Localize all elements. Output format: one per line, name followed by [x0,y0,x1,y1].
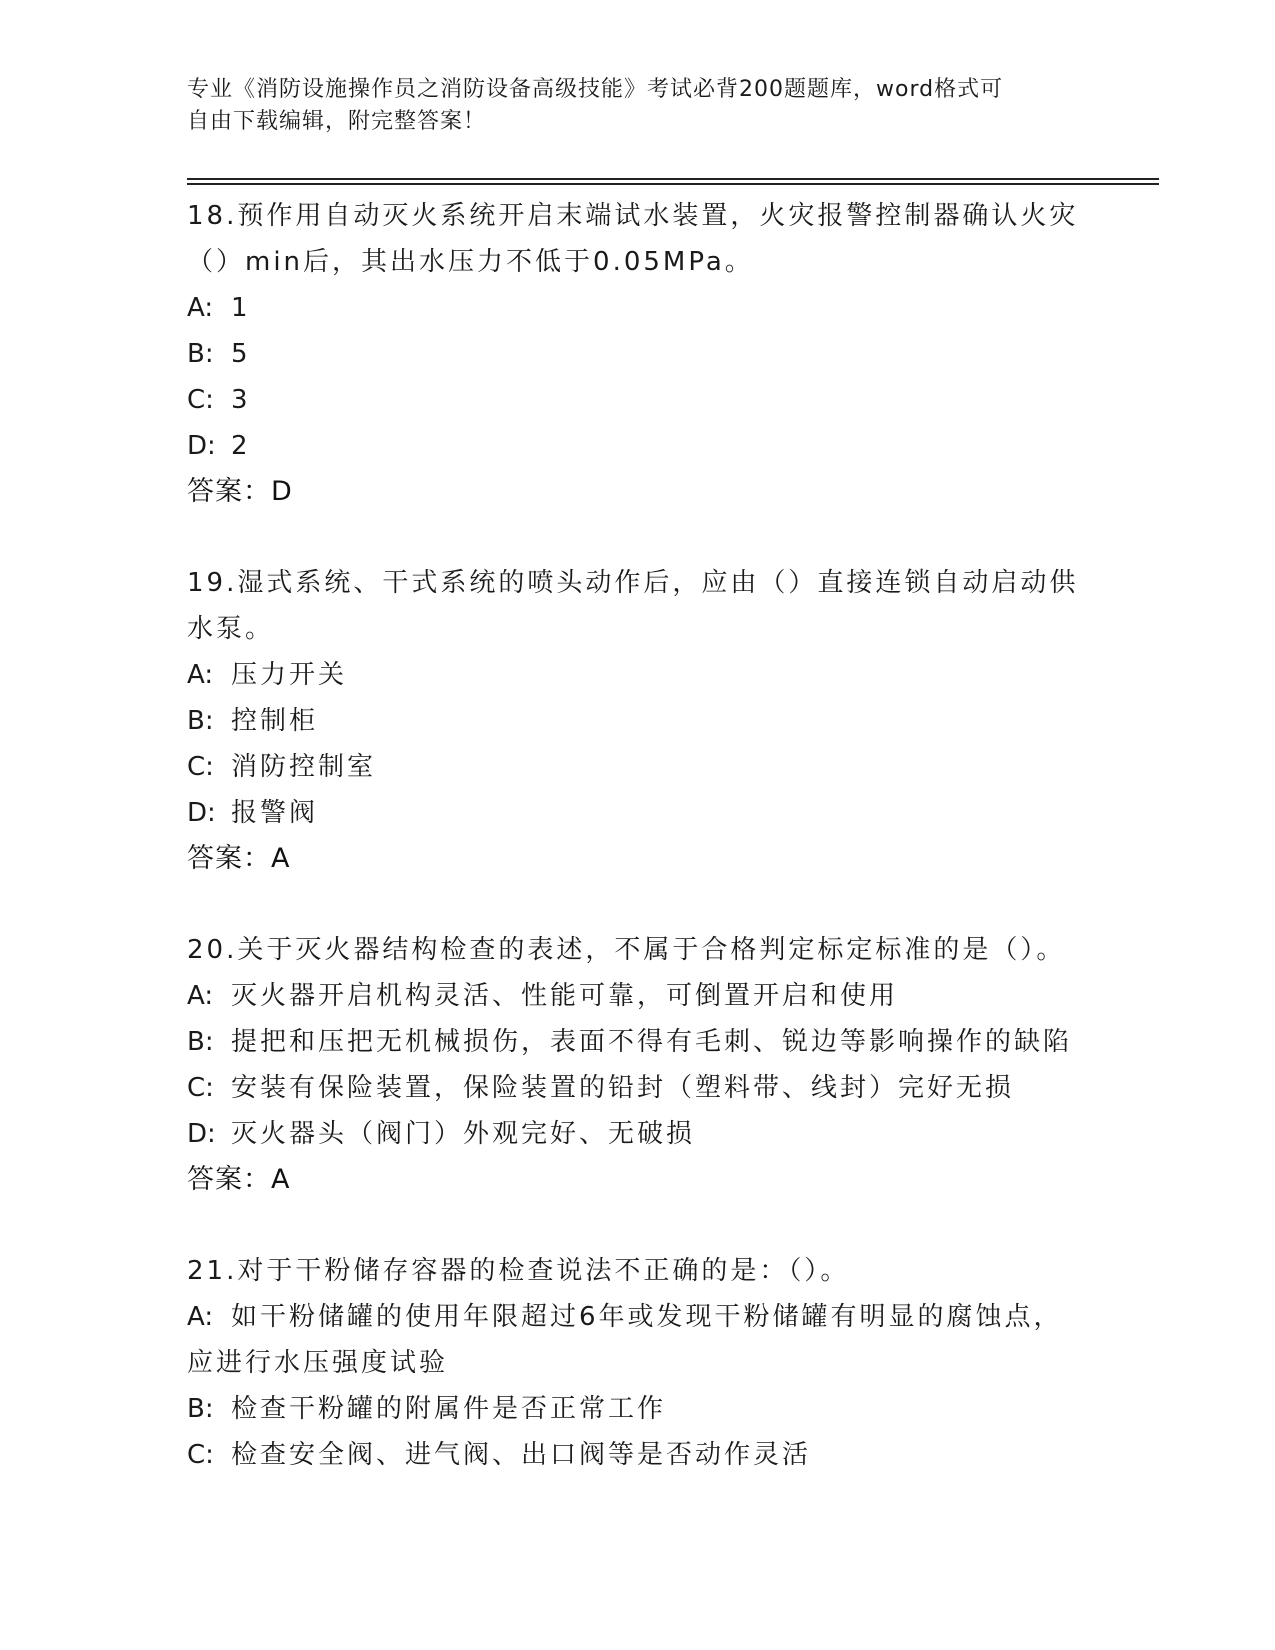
option-a [187,973,1087,1019]
option-text: 3 [231,385,251,415]
question-stem: 18.预作用自动灭火系统开启末端试水装置，火灾报警控制器确认火灾 [187,201,1079,231]
answer: 答案：A [187,1164,291,1195]
option-label: C: [187,752,214,782]
answer: 答案：A [187,843,291,874]
option-label: B: [187,1027,214,1057]
option-c [187,377,1087,423]
option-label: D: [187,798,216,828]
option-a-continued: 应进行水压强度试验 [187,1348,449,1378]
question-stem-continued: （）min后，其出水压力不低于0.05MPa。 [187,247,754,277]
option-text: 如干粉储罐的使用年限超过6年或发现干粉储罐有明显的腐蚀点， [231,1302,1063,1332]
option-text: 压力开关 [231,660,348,690]
option-text: 2 [231,431,251,461]
option-label: B: [187,1394,214,1424]
option-c [187,1065,1087,1111]
option-text: 灭火器开启机构灵活、性能可靠，可倒置开启和使用 [231,981,899,1011]
option-label: A: [187,981,214,1011]
option-text: 消防控制室 [231,752,377,782]
option-label: C: [187,1440,214,1470]
question-stem: 19.湿式系统、干式系统的喷头动作后，应由（）直接连锁自动启动供 [187,568,1079,598]
option-text: 安装有保险装置，保险装置的铅封（塑料带、线封）完好无损 [231,1073,1015,1103]
option-label: A: [187,1302,214,1332]
option-label: B: [187,339,214,369]
header-divider-bottom [187,183,1159,185]
option-d [187,1111,1087,1157]
option-b [187,1386,1087,1432]
answer: 答案：D [187,476,293,507]
option-label: D: [187,1119,216,1149]
option-c [187,744,1087,790]
option-b [187,1019,1087,1065]
option-a [187,1294,1087,1340]
option-label: A: [187,660,214,690]
header-divider-top [187,178,1159,180]
option-text: 1 [231,293,251,323]
option-text: 控制柜 [231,706,319,736]
document-header [187,74,1067,138]
question-stem-continued: 水泵。 [187,614,275,644]
option-text: 报警阀 [231,798,319,828]
option-text: 检查安全阀、进气阀、出口阀等是否动作灵活 [231,1440,812,1470]
option-text: 提把和压把无机械损伤，表面不得有毛刺、锐边等影响操作的缺陷 [231,1027,1073,1057]
question-18 [187,193,1087,515]
option-label: A: [187,293,214,323]
option-d [187,790,1087,836]
question-20 [187,927,1087,1203]
option-label: C: [187,385,214,415]
option-label: C: [187,1073,214,1103]
question-stem: 21.对于干粉储存容器的检查说法不正确的是：（）。 [187,1256,850,1286]
option-b [187,698,1087,744]
header-line-1: 专业《消防设施操作员之消防设备高级技能》考试必背200题题库，word格式可 [187,77,1004,102]
option-a [187,285,1087,331]
question-list [187,193,1087,1523]
question-21 [187,1248,1087,1478]
option-c [187,1432,1087,1478]
question-19 [187,560,1087,882]
question-stem: 20.关于灭火器结构检查的表述，不属于合格判定标定标准的是（）。 [187,935,1066,965]
option-text: 灭火器头（阀门）外观完好、无破损 [231,1119,696,1149]
option-text: 5 [231,339,251,369]
option-label: B: [187,706,214,736]
option-text: 检查干粉罐的附属件是否正常工作 [231,1394,667,1424]
option-b [187,331,1087,377]
option-d [187,423,1087,469]
option-a [187,652,1087,698]
option-label: D: [187,431,216,461]
header-line-2: 自由下载编辑，附完整答案！ [187,109,487,134]
